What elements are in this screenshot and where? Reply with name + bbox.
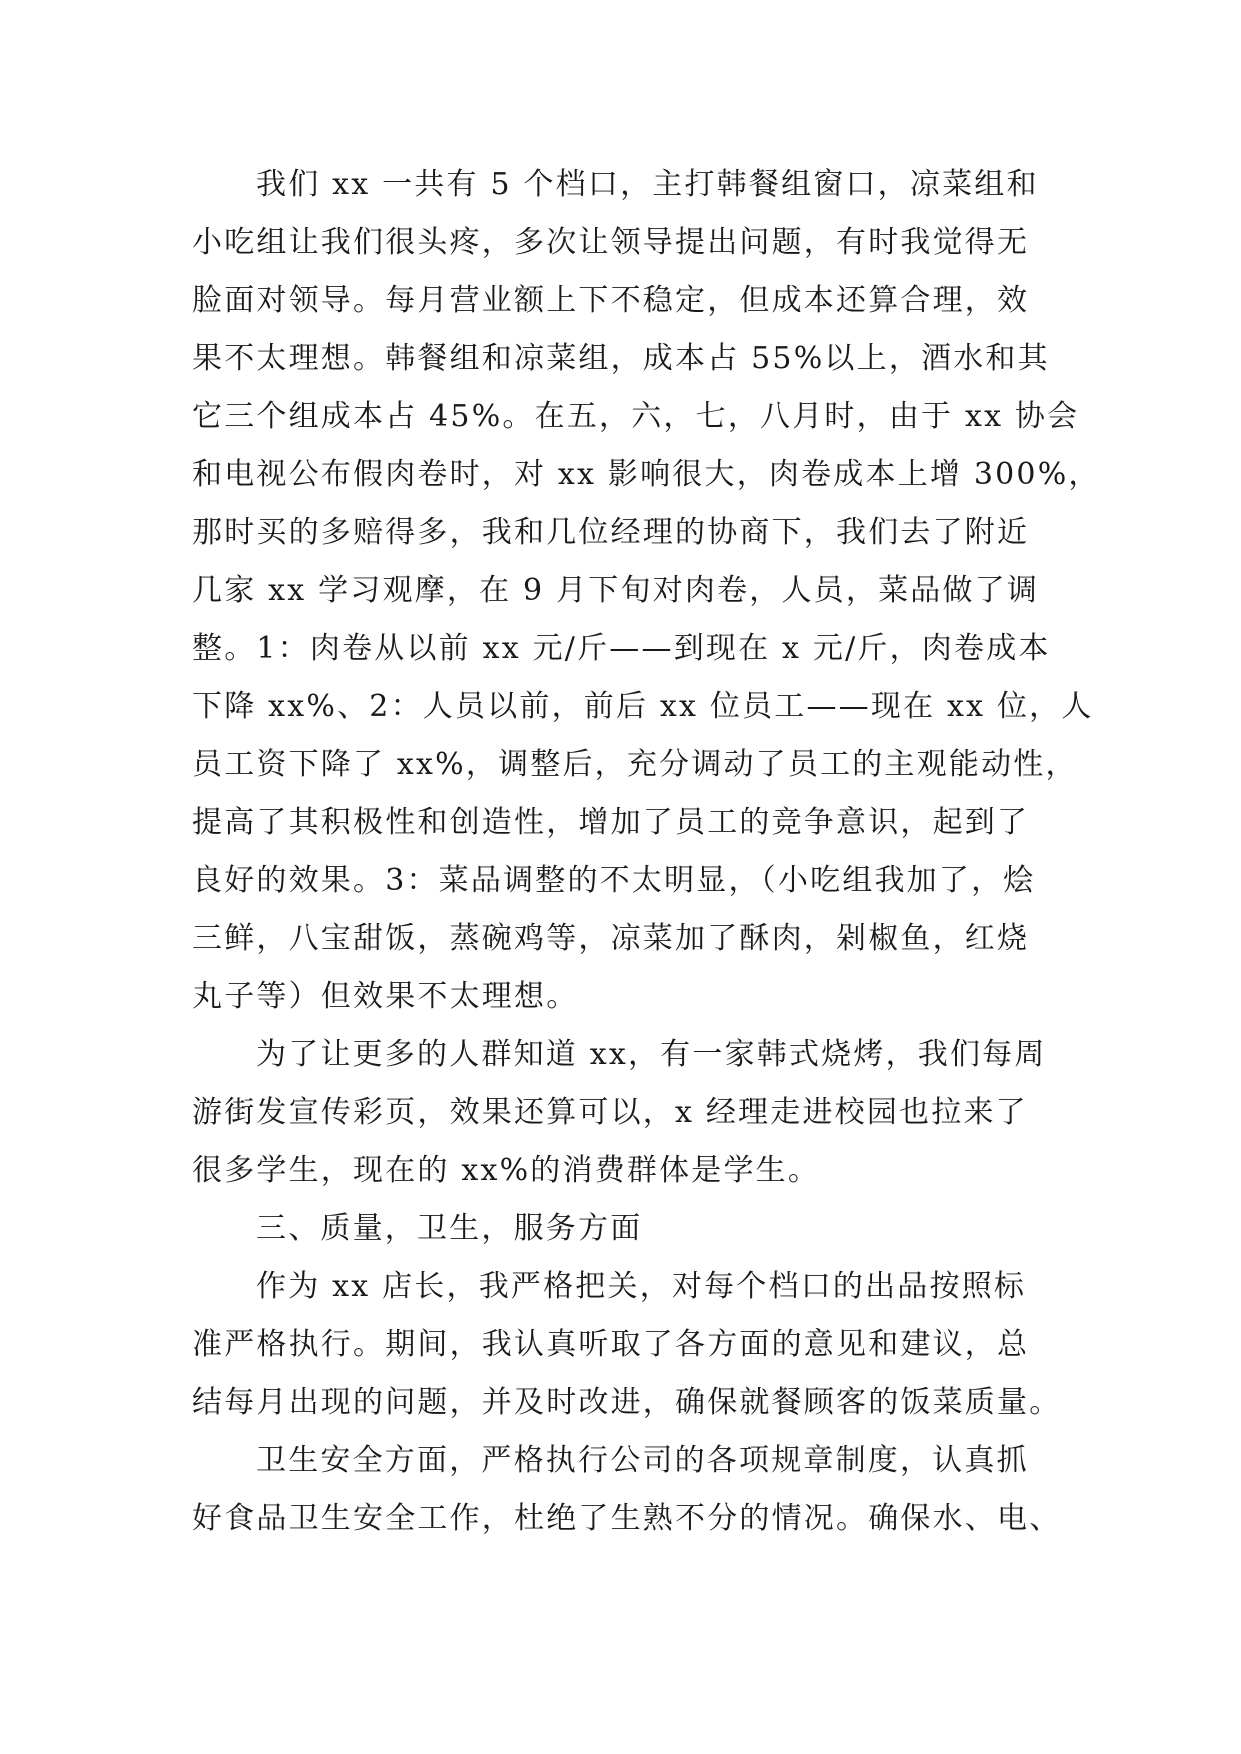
text-line: 它三个组成本占 45%。在五，六，七，八月时，由于 xx 协会	[192, 399, 1080, 434]
text-line: 很多学生，现在的 xx%的消费群体是学生。	[192, 1153, 821, 1188]
text-line: 整。1：肉卷从以前 xx 元/斤——到现在 x 元/斤，肉卷成本	[192, 631, 1051, 666]
text-line: 果不太理想。韩餐组和凉菜组，成本占 55%以上，酒水和其	[192, 341, 1050, 376]
text-line: 准严格执行。期间，我认真听取了各方面的意见和建议，总	[192, 1327, 1030, 1362]
paragraph-promotion	[192, 1026, 1052, 1200]
text-line: 作为 xx 店长，我严格把关，对每个档口的出品按照标	[256, 1269, 1027, 1304]
text-line: 良好的效果。3：菜品调整的不太明显，（小吃组我加了，烩	[192, 863, 1036, 898]
text-line: 游街发宣传彩页，效果还算可以，x 经理走进校园也拉来了	[192, 1095, 1028, 1130]
text-line: 我们 xx 一共有 5 个档口，主打韩餐组窗口，凉菜组和	[256, 167, 1039, 202]
text-line: 卫生安全方面，严格执行公司的各项规章制度，认真抓	[256, 1443, 1029, 1478]
paragraph-quality	[192, 1258, 1062, 1432]
text-line: 结每月出现的问题，并及时改进，确保就餐顾客的饭菜质量。	[192, 1385, 1062, 1420]
text-line: 员工资下降了 xx%，调整后，充分调动了员工的主观能动性，	[192, 747, 1078, 782]
text-line: 脸面对领导。每月营业额上下不稳定，但成本还算合理，效	[192, 283, 1030, 318]
text-line: 那时买的多赔得多，我和几位经理的协商下，我们去了附近	[192, 515, 1030, 550]
text-line: 几家 xx 学习观摩，在 9 月下旬对肉卷，人员，菜品做了调	[192, 573, 1040, 608]
paragraph-hygiene	[192, 1432, 1062, 1548]
text-line: 为了让更多的人群知道 xx，有一家韩式烧烤，我们每周	[256, 1037, 1047, 1072]
text-line: 三鲜，八宝甜饭，蒸碗鸡等，凉菜加了酥肉，剁椒鱼，红烧	[192, 921, 1030, 956]
text-line: 小吃组让我们很头疼，多次让领导提出问题，有时我觉得无	[192, 225, 1030, 260]
text-line: 下降 xx%、2：人员以前，前后 xx 位员工——现在 xx 位，人	[192, 689, 1094, 724]
paragraph-stalls-and-costs	[192, 156, 1101, 1026]
text-line: 提高了其积极性和创造性，增加了员工的竞争意识，起到了	[192, 805, 1030, 840]
text-line: 和电视公布假肉卷时，对 xx 影响很大，肉卷成本上增 300%，	[192, 457, 1101, 492]
document-body	[192, 156, 1101, 1548]
text-line: 好食品卫生安全工作，杜绝了生熟不分的情况。确保水、电、	[192, 1501, 1062, 1536]
text-line: 丸子等）但效果不太理想。	[192, 979, 579, 1014]
section-heading	[192, 1200, 1052, 1258]
heading-line: 三、质量，卫生，服务方面	[256, 1211, 643, 1246]
